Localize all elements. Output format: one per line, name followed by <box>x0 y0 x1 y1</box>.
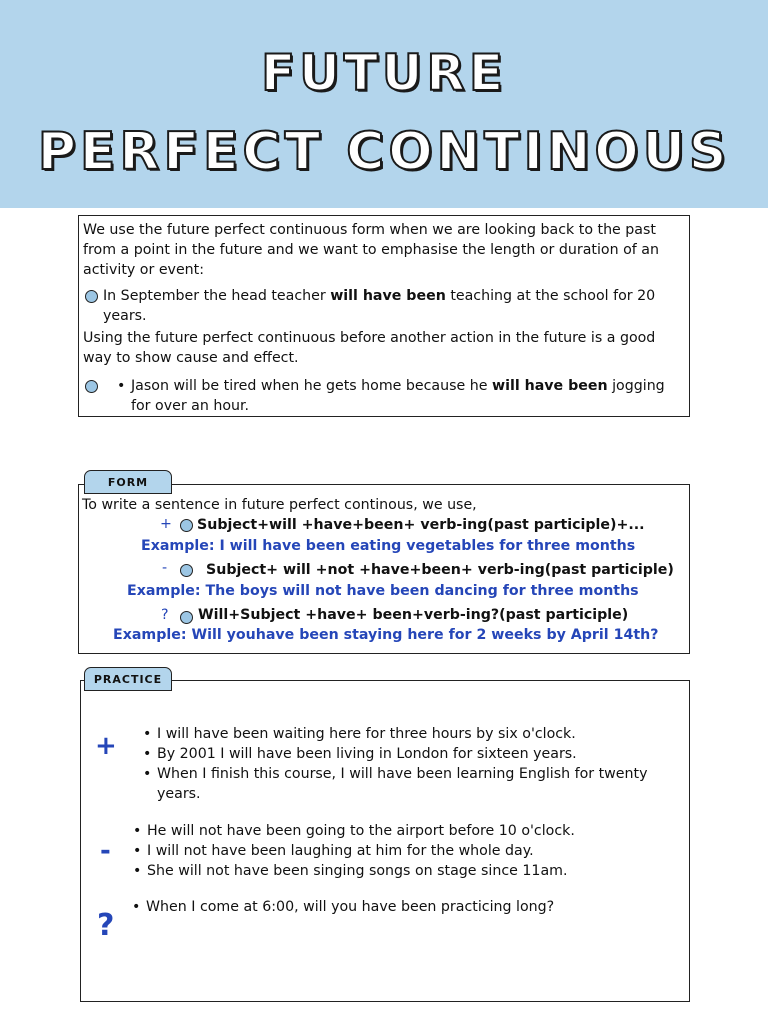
practice-tab: PRACTICE <box>84 667 172 691</box>
intro-box <box>78 215 690 417</box>
circle-bullet-icon <box>180 611 193 624</box>
form-question-symbol: ? <box>161 607 169 623</box>
form-negative-rule: Subject+ will +not +have+been+ verb-ing(past participle) <box>206 562 674 578</box>
list-item: • When I finish this course, I will have been learning English for twenty years. <box>157 764 677 804</box>
list-item: • By 2001 I will have been living in London for sixteen years. <box>157 744 677 764</box>
list-item: • She will not have been singing songs on stage since 11am. <box>147 861 667 881</box>
circle-bullet-icon <box>85 290 98 303</box>
form-question-rule: Will+Subject +have+ been+verb-ing?(past participle) <box>198 607 629 623</box>
example-1-text-bold: will have been <box>330 288 446 304</box>
form-positive-rule: Subject+will +have+been+ verb-ing(past participle)+... <box>197 517 645 533</box>
practice-question-list <box>146 897 666 917</box>
example-2-text-end: jogging for over an hour. <box>131 378 665 414</box>
form-negative-example: Example: The boys will not have been dancing for three months <box>127 583 639 599</box>
practice-negative-list <box>147 821 667 881</box>
practice-negative-symbol: - <box>100 836 111 866</box>
example-1-text-end: teaching at the school for 20 years. <box>103 288 656 324</box>
example-1-text-start: In September the head teacher <box>103 288 331 304</box>
example-2-text-start: Jason will be tired when he gets home because he <box>131 378 492 394</box>
intro-example-2 <box>83 376 683 416</box>
practice-positive-list <box>157 724 677 804</box>
intro-paragraph-2: Using the future perfect continuous before another action in the future is a good way to show cause and effect. <box>83 330 656 366</box>
list-item: • I will have been waiting here for three hours by six o'clock. <box>157 724 677 744</box>
practice-positive-symbol: + <box>95 731 117 761</box>
form-negative-symbol: - <box>162 560 168 576</box>
form-positive-symbol: + <box>160 516 172 532</box>
example-2-text-bold: will have been <box>491 378 608 394</box>
circle-bullet-icon <box>180 519 193 532</box>
list-item: • He will not have been going to the airport before 10 o'clock. <box>147 821 667 841</box>
list-item: • When I come at 6:00, will you have been practicing long? <box>146 897 666 917</box>
practice-question-symbol: ? <box>97 908 115 943</box>
circle-bullet-icon <box>85 380 98 393</box>
title-line-1: FUTURE <box>260 44 508 102</box>
intro-example-1 <box>83 286 683 326</box>
form-positive-example: Example: I will have been eating vegetables for three months <box>141 538 636 554</box>
circle-bullet-icon <box>180 564 193 577</box>
form-tab: FORM <box>84 470 172 494</box>
form-intro: To write a sentence in future perfect continous, we use, <box>82 497 477 513</box>
intro-paragraph-1: We use the future perfect continuous form when we are looking back to the past from a point in the future and we want to emphasise the length or duration of an activity or event: <box>83 222 659 278</box>
title-line-2: PERFECT CONTINOUS <box>37 122 731 182</box>
example-2-text <box>131 378 665 414</box>
list-item: • I will not have been laughing at him for the whole day. <box>147 841 667 861</box>
form-question-example: Example: Will youhave been staying here for 2 weeks by April 14th? <box>113 627 659 643</box>
